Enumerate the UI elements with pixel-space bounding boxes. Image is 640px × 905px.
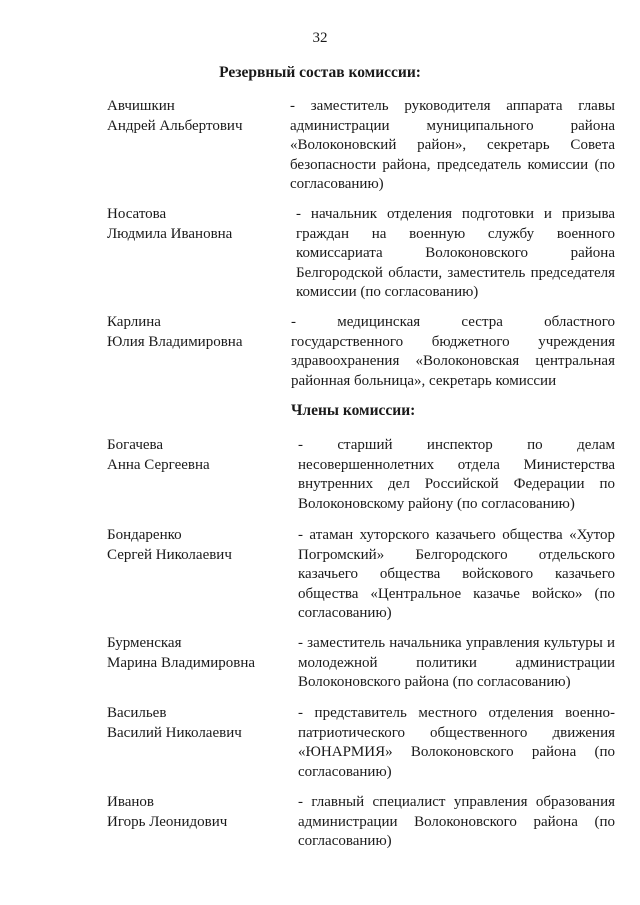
person-name xyxy=(107,704,287,743)
person-role: - представитель местного отделения военно-патриотического общественного движения «ЮНАРМИЯ» Волоконовского района (по согласованию) xyxy=(298,705,615,780)
person-surname: Авчишкин xyxy=(107,98,175,114)
person-name xyxy=(107,634,287,673)
person-name xyxy=(107,313,287,352)
person-given-names: Марина Владимировна xyxy=(107,654,256,671)
person-role: - заместитель руководителя аппарата главы администрации муниципального района «Волоконовский район», секретарь Совета безопасности района, председатель комиссии (по согласованию) xyxy=(290,98,615,192)
person-surname: Бурменская xyxy=(107,635,182,651)
person-surname: Васильев xyxy=(107,705,167,721)
person-name xyxy=(107,205,287,244)
person-role: - медицинская сестра областного государственного бюджетного учреждения здравоохранения «Волоконовская центральная районная больница», секретарь комиссии xyxy=(291,314,615,389)
person-role: - старший инспектор по делам несовершеннолетних отдела Министерства внутренних дел Российской Федерации по Волоконовскому району (по согласованию) xyxy=(298,437,615,512)
person-surname: Бондаренко xyxy=(107,527,182,543)
person-role: - заместитель начальника управления культуры и молодежной политики администрации Волоконовского района (по согласованию) xyxy=(298,635,615,690)
person-surname: Носатова xyxy=(107,206,167,222)
person-name xyxy=(107,526,287,565)
person-name xyxy=(107,436,287,475)
person-role: - главный специалист управления образования администрации Волоконовского района (по согласованию) xyxy=(298,794,615,849)
person-given-names: Сергей Николаевич xyxy=(107,546,232,563)
person-surname: Иванов xyxy=(107,794,154,810)
person-surname: Карлина xyxy=(107,314,161,330)
reserve-section-heading: Резервный состав комиссии: xyxy=(219,64,421,81)
person-given-names: Андрей Альбертович xyxy=(107,117,243,134)
person-role: - начальник отделения подготовки и призыва граждан на военную службу военного комиссариата Волоконовского района Белгородской области, заместитель председателя комиссии (по согласованию) xyxy=(296,206,615,300)
person-name xyxy=(107,97,287,136)
person-given-names: Игорь Леонидович xyxy=(107,813,228,830)
person-given-names: Василий Николаевич xyxy=(107,724,242,741)
person-name xyxy=(107,793,287,832)
members-section-heading: Члены комиссии: xyxy=(291,402,416,419)
person-given-names: Анна Сергеевна xyxy=(107,456,210,473)
person-surname: Богачева xyxy=(107,437,164,453)
person-role: - атаман хуторского казачьего общества «Хутор Погромский» Белгородского отдельского казачьего общества войскового казачьего общества «Центральное казачье войско» (по согласованию) xyxy=(298,527,615,621)
page-number: 32 xyxy=(312,30,328,46)
person-given-names: Юлия Владимировна xyxy=(107,333,243,350)
person-given-names: Людмила Ивановна xyxy=(107,225,233,242)
